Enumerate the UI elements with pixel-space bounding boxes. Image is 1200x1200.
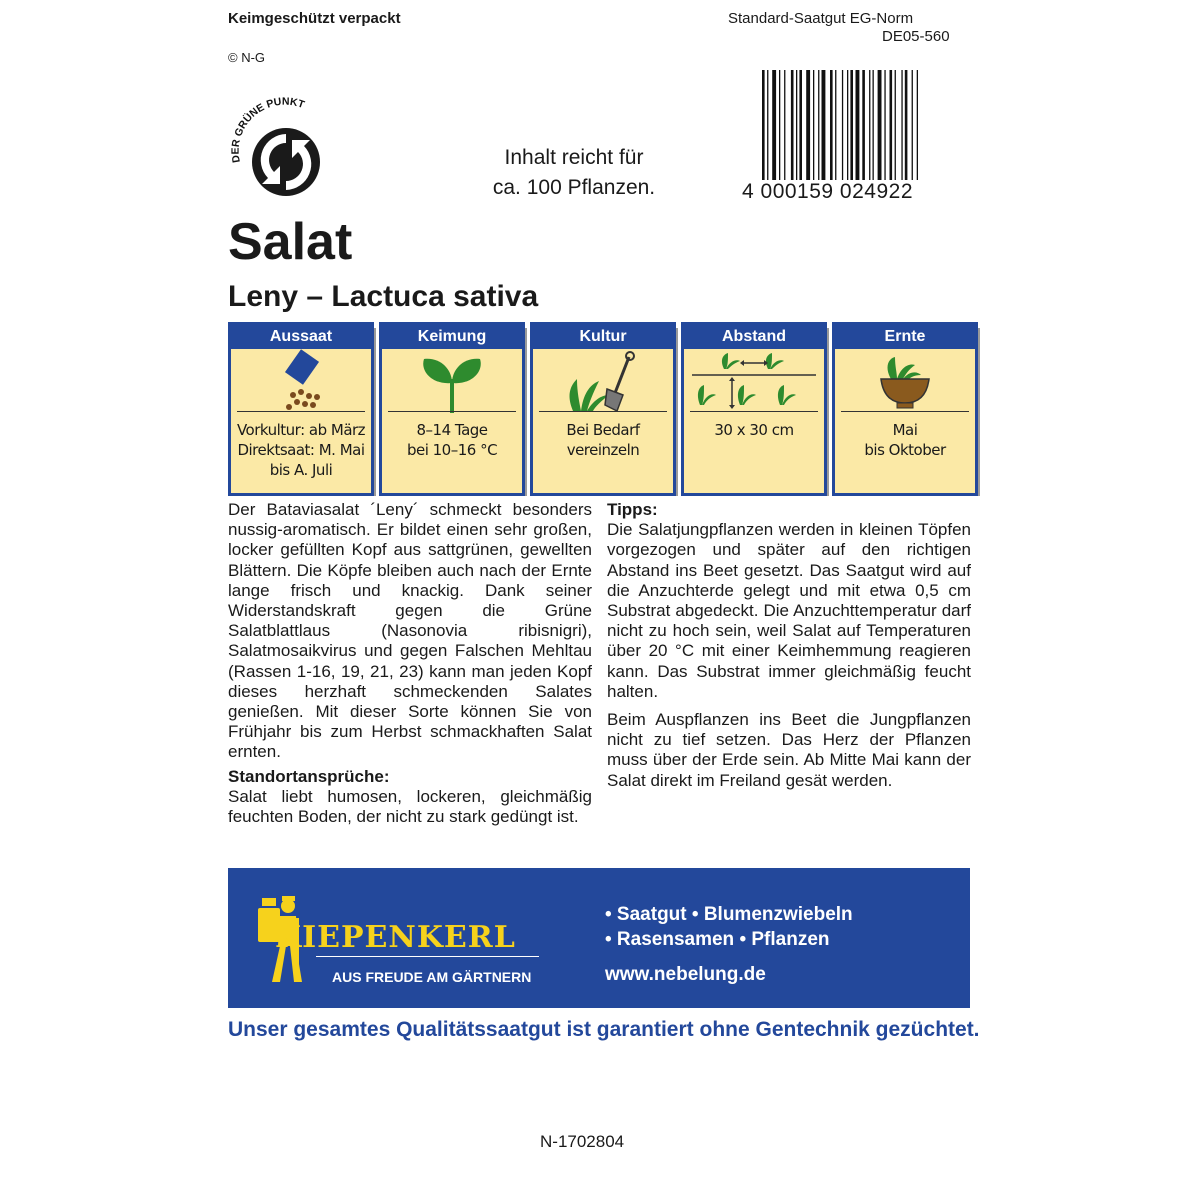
info-box-line: 30 x 30 cm (714, 421, 794, 439)
harvest-bowl-icon (835, 349, 975, 415)
info-box-line: Bei Bedarf (566, 421, 640, 439)
content-note (460, 143, 688, 203)
seed-packet-icon (231, 349, 371, 415)
product-variety: Leny – Lactuca sativa (228, 280, 539, 313)
spacing-icon (684, 349, 824, 415)
content-note-line2: ca. 100 Pflanzen. (492, 176, 656, 199)
barcode-digits: 4 000159 024922 (742, 180, 913, 203)
barcode (762, 70, 970, 185)
info-box-header: Abstand (684, 325, 824, 349)
tips-text-2: Beim Auspflanzen ins Beet die Jungpflanzen nicht zu tief setzen. Das Herz der Pflanzen muss über der Erde sein. Ab Mitte Mai kann der Salat direkt im Freiland gesät werden. (607, 710, 971, 790)
info-box-line: bis A. Juli (269, 461, 333, 479)
left-column (228, 500, 592, 827)
info-box-abstand (681, 322, 827, 496)
info-box-line: vereinzeln (566, 441, 640, 459)
brand-footer (228, 868, 970, 1008)
info-box-keimung (379, 322, 525, 496)
standard-label: Standard-Saatgut EG-Norm (728, 10, 914, 27)
brand-name: KIEPENKERL (275, 920, 516, 955)
services-line-1: • Saatgut • Blumenzwiebeln (605, 904, 853, 925)
tips-heading: Tipps: (607, 500, 658, 519)
content-note-line1: Inhalt reicht für (504, 146, 644, 169)
gruener-punkt-logo (226, 92, 344, 202)
location-text: Salat liebt humosen, lockeren, gleichmäßig feuchten Boden, der nicht zu stark gedüngt ist. (228, 786, 592, 827)
info-box-header: Kultur (533, 325, 673, 349)
brand-slogan: AUS FREUDE AM GÄRTNERN (332, 969, 532, 985)
info-box-line: Direktsaat: M. Mai (237, 441, 365, 459)
services-line-2: • Rasensamen • Pflanzen (605, 929, 830, 950)
info-box-line: bei 10–16 °C (406, 441, 498, 459)
location-heading: Standortansprüche: (228, 766, 390, 786)
gmo-guarantee: Unser gesamtes Qualitätssaatgut ist garantiert ohne Gentechnik gezüchtet. (228, 1018, 980, 1041)
info-box-line: Vorkultur: ab März (236, 421, 366, 439)
website-link[interactable]: www.nebelung.de (605, 964, 766, 985)
standard-code: DE05-560 (882, 28, 950, 45)
info-box-header: Aussaat (231, 325, 371, 349)
tips-text-1: Die Salatjungpflanzen werden in kleinen Töpfen vorgezogen und später auf den richtigen Abstand ins Beet gesetzt. Das Saatgut wird auf die Anzuchterde gelegt und mit etwa 0,5 cm Substrat abgedeckt. Die Anzuchttemperatur darf nicht zu hoch sein, weil Salat auf Temperaturen über 20 °C mit einer Keimhemmung reagieren kann. Das Substrat immer gleichmäßig feucht halten. (607, 520, 971, 701)
copyright: © N-G (228, 50, 266, 65)
article-number: N-1702804 (540, 1132, 625, 1151)
info-box-aussaat (228, 322, 374, 496)
info-box-header: Keimung (382, 325, 522, 349)
shovel-plant-icon (533, 349, 673, 415)
info-box-ernte (832, 322, 978, 496)
description-text: Der Bataviasalat ´Leny´ schmeckt besonders nussig-aromatisch. Er bildet einen sehr großen, locker gefüllten Kopf aus sattgrünen, gewellten Blättern. Die Köpfe bleiben auch nach der Ernte lange frisch und knackig. Dank seiner Widerstandskraft gegen die Grüne Salatblattlaus (Nasonovia ribisnigri), Salatmosaikvirus und gegen Falschen Mehltau (Rassen 1-16, 19, 21, 23) kann man jeden Kopf dieses herzhaft schmeckenden Salates genießen. Mit dieser Sorte können Sie von Frühjahr bis zum Herbst schmackhaften Salat ernten. (228, 500, 592, 762)
logo-text: DER GRÜNE PUNKT (229, 95, 306, 164)
info-box-line: Mai (892, 421, 918, 439)
packaging-note: Keimgeschützt verpackt (228, 10, 401, 27)
info-box-kultur (530, 322, 676, 496)
info-box-line: 8–14 Tage (416, 421, 488, 439)
info-box-header: Ernte (835, 325, 975, 349)
seedling-icon (382, 349, 522, 415)
info-box-line: bis Oktober (864, 441, 946, 459)
product-title: Salat (228, 213, 353, 271)
right-column (607, 500, 971, 791)
